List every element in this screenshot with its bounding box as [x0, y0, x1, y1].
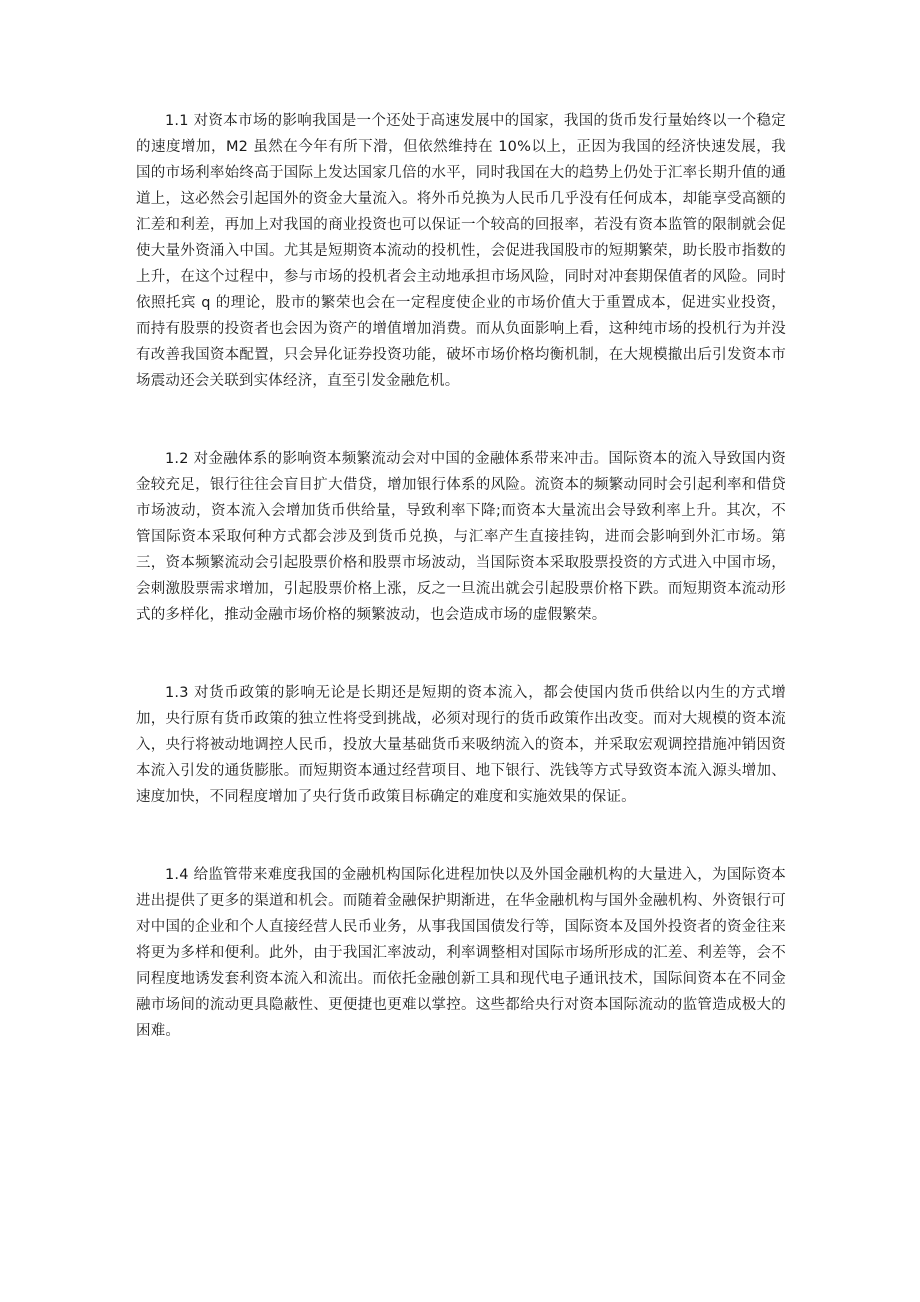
paragraph-financial-system: 1.2 对金融体系的影响资本频繁流动会对中国的金融体系带来冲击。国际资本的流入导致国内资金较充足，银行往往会盲目扩大借贷，增加银行体系的风险。流资本的频繁动同时会引起利率和借贷市场波动，资本流入会增加货币供给量，导致利率下降;而资本大量流出会导致利率上升。其次，不管国际资本采取何种方式都会涉及到货币兑换，与汇率产生直接挂钩，进而会影响到外汇市场。第三，资本频繁流动会引起股票价格和股票市场波动，当国际资本采取股票投资的方式进入中国市场，会刺激股票需求增加，引起股票价格上涨，反之一旦流出就会引起股票价格下跌。而短期资本流动形式的多样化，推动金融市场价格的频繁波动，也会造成市场的虚假繁荣。	[136, 451, 786, 623]
paragraph-supervision: 1.4 给监管带来难度我国的金融机构国际化进程加快以及外国金融机构的大量进入，为国际资本进出提供了更多的渠道和机会。而随着金融保护期渐进，在华金融机构与国外金融机构、外资银行可对中国的企业和个人直接经营人民币业务，从事我国国债发行等，国际资本及国外投资者的资金往来将更为多样和便利。此外，由于我国汇率波动，利率调整相对国际市场所形成的汇差、利差等，会不同程度地诱发套利资本流入和流出。而依托金融创新工具和现代电子通讯技术，国际间资本在不同金融市场间的流动更具隐蔽性、更便捷也更难以掌控。这些都给央行对资本国际流动的监管造成极大的困难。	[136, 867, 786, 1039]
paragraph-monetary-policy: 1.3 对货币政策的影响无论是长期还是短期的资本流入，都会使国内货币供给以内生的方式增加，央行原有货币政策的独立性将受到挑战，必须对现行的货币政策作出改变。而对大规模的资本流入，央行将被动地调控人民币，投放大量基础货币来吸纳流入的资本，并采取宏观调控措施冲销因资本流入引发的通货膨胀。而短期资本通过经营项目、地下银行、洗钱等方式导致资本流入源头增加、速度加快，不同程度增加了央行货币政策目标确定的难度和实施效果的保证。	[136, 685, 786, 805]
paragraph-capital-market: 1.1 对资本市场的影响我国是一个还处于高速发展中的国家，我国的货币发行量始终以一个稳定的速度增加，M2 虽然在今年有所下滑，但依然维持在 10%以上，正因为我国的经济快速发展，我国的市场利率始终高于国际上发达国家几倍的水平，同时我国在大的趋势上仍处于汇率长期升值的通道上，这必然会引起国外的资金大量流入。将外币兑换为人民币几乎没有任何成本，却能享受高额的汇差和利差，再加上对我国的商业投资也可以保证一个较高的回报率，若没有资本监管的限制就会促使大量外资涌入中国。尤其是短期资本流动的投机性，会促进我国股市的短期繁荣，助长股市指数的上升，在这个过程中，参与市场的投机者会主动地承担市场风险，同时对冲套期保值者的风险。同时依照托宾 q 的理论，股市的繁荣也会在一定程度使企业的市场价值大于重置成本，促进实业投资，而持有股票的投资者也会因为资产的增值增加消费。而从负面影响上看，这种纯市场的投机行为并没有改善我国资本配置，只会异化证券投资功能，破坏市场价格均衡机制，在大规模撤出后引发资本市场震动还会关联到实体经济，直至引发金融危机。	[136, 113, 786, 389]
document-page	[136, 108, 786, 1044]
